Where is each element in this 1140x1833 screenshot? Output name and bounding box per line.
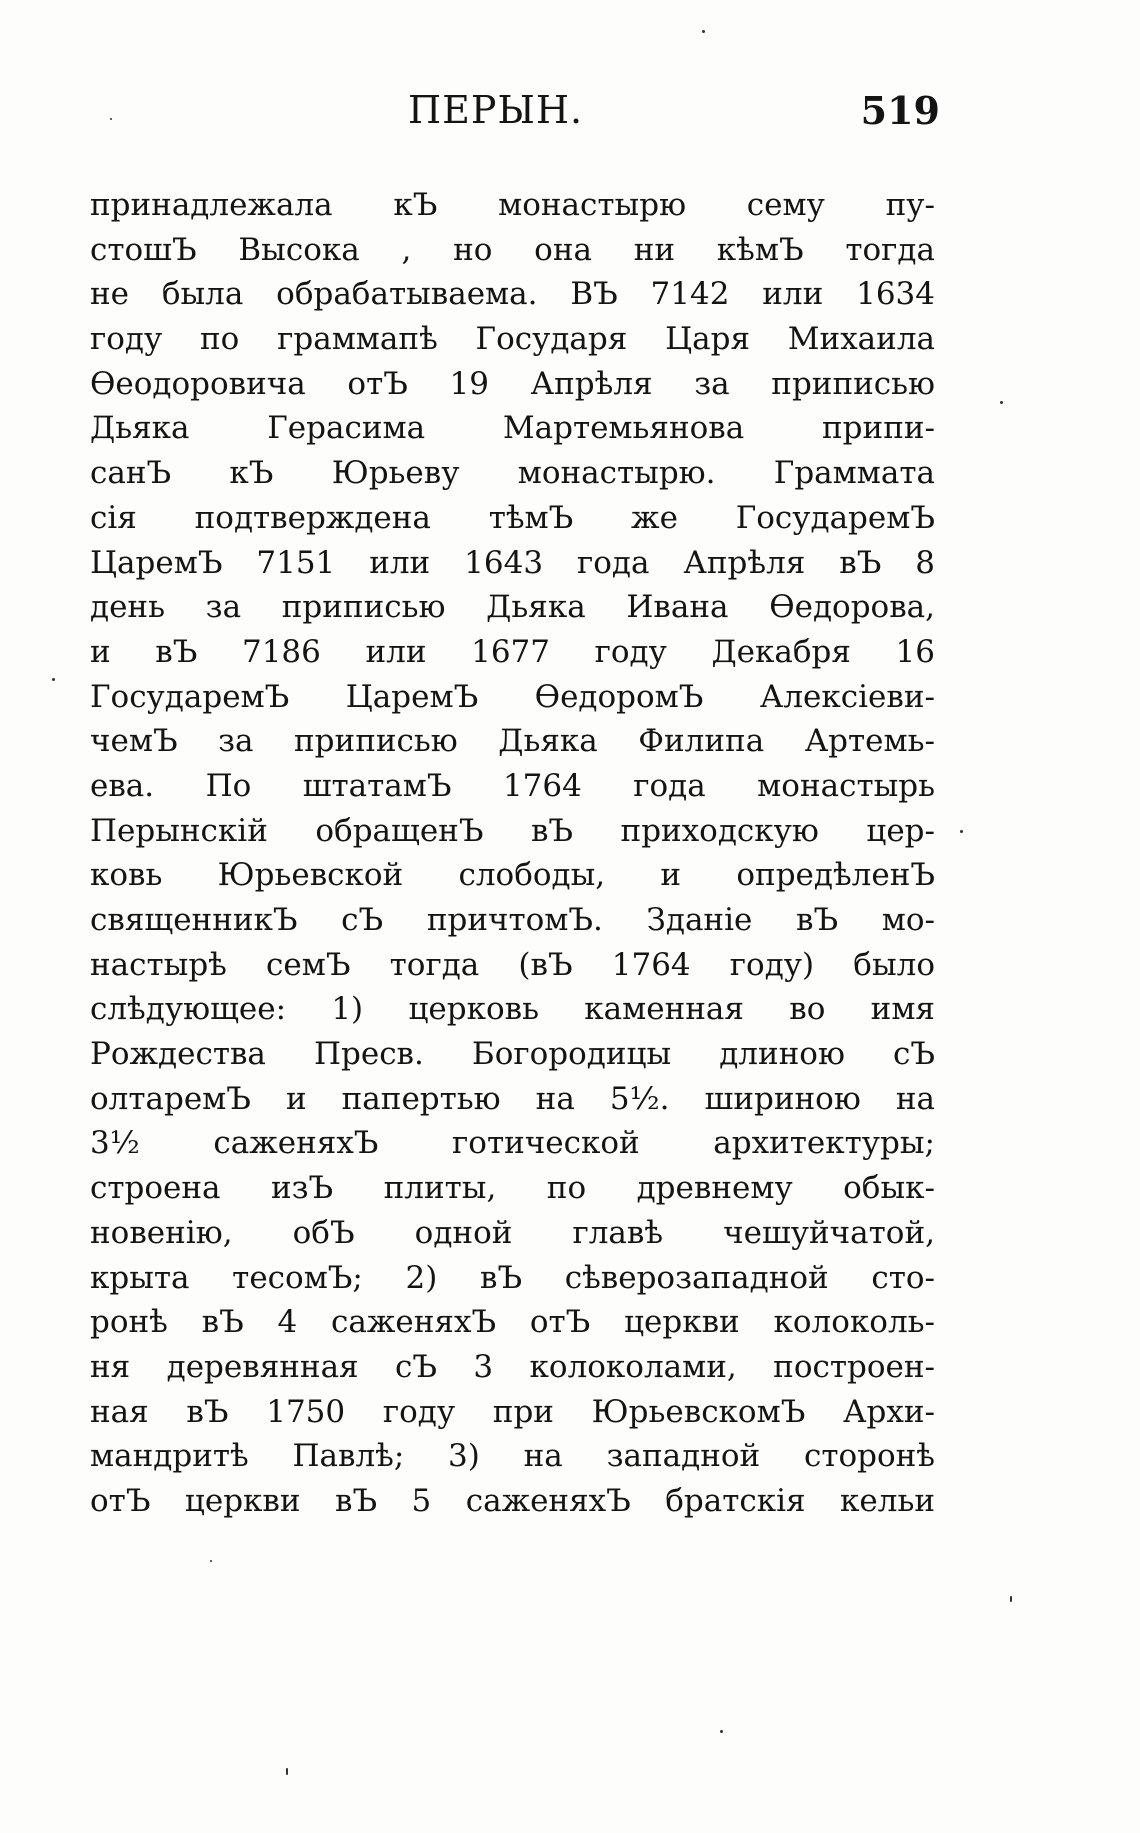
text-line: ковь Юрьевской слободы, и опредѣленЪ xyxy=(90,857,935,894)
text-line: отЪ церкви вЪ 5 саженяхЪ братскія кельи xyxy=(90,1482,935,1519)
text-line: священникЪ сЪ причтомЪ. Зданіе вЪ мо- xyxy=(90,902,935,938)
ink-speck xyxy=(702,30,705,33)
text-line: сія подтверждена тѣмЪ же ГосударемЪ xyxy=(90,499,935,536)
ink-speck xyxy=(720,1730,723,1733)
text-line: ЦаремЪ 7151 или 1643 года Апрѣля вЪ 8 xyxy=(90,544,935,581)
text-line: санЪ кЪ Юрьеву монастырю. Граммата xyxy=(90,455,935,492)
text-line: Перынскій обращенЪ вЪ приходскую цер- xyxy=(90,812,935,849)
ink-speck xyxy=(110,118,112,120)
text-line: ронѣ вЪ 4 саженяхЪ отЪ церкви колоколь- xyxy=(90,1304,935,1341)
text-line: ная вЪ 1750 году при ЮрьевскомЪ Архи- xyxy=(90,1393,935,1430)
text-line: новенію, обЪ одной главѣ чешуйчатой, xyxy=(90,1214,935,1251)
body-text xyxy=(90,183,935,1524)
ink-speck xyxy=(1000,401,1003,404)
text-line: крыта тесомЪ; 2) вЪ сѣверозападной сто- xyxy=(90,1259,935,1296)
text-line: не была обрабатываема. ВЪ 7142 или 1634 xyxy=(90,276,935,313)
text-line: 3½ саженяхЪ готической архитектуры; xyxy=(90,1125,935,1162)
ink-speck xyxy=(1010,1596,1012,1602)
ink-speck xyxy=(52,678,55,681)
text-line: олтаремЪ и папертью на 5½. шириною на xyxy=(90,1080,935,1117)
running-title: ПЕРЫН. xyxy=(408,88,584,132)
page-number: 519 xyxy=(860,88,940,133)
ink-speck xyxy=(210,1560,212,1562)
text-line: ева. По штатамЪ 1764 года монастырь xyxy=(90,767,935,804)
text-line: Ѳеодоровича отЪ 19 Апрѣля за приписью xyxy=(90,365,935,402)
text-line: и вЪ 7186 или 1677 году Декабря 16 xyxy=(90,633,935,670)
text-line: принадлежала кЪ монастырю сему пу- xyxy=(90,187,935,223)
text-line: строена изЪ плиты, по древнему обык- xyxy=(90,1170,935,1207)
text-line: настырѣ семЪ тогда (вЪ 1764 году) было xyxy=(90,946,935,983)
text-line: Рождества Пресв. Богородицы длиною сЪ xyxy=(90,1036,935,1073)
running-head xyxy=(90,88,940,148)
text-line: ня деревянная сЪ 3 колоколами, построен- xyxy=(90,1348,935,1385)
text-line: день за приписью Дьяка Ивана Ѳедорова, xyxy=(90,589,935,626)
ink-speck xyxy=(960,830,963,833)
text-line: слѣдующее: 1) церковь каменная во имя xyxy=(90,991,935,1028)
text-line: чемЪ за приписью Дьяка Филипа Артемь- xyxy=(90,723,935,760)
text-line: мандритѣ Павлѣ; 3) на западной сторонѣ xyxy=(90,1438,935,1475)
text-line: ГосударемЪ ЦаремЪ ѲедоромЪ Алексіеви- xyxy=(90,678,935,715)
text-line: стошЪ Высока , но она ни кѣмЪ тогда xyxy=(90,231,935,268)
ink-speck xyxy=(286,1768,288,1775)
text-line: году по граммапѣ Государя Царя Михаила xyxy=(90,321,935,358)
text-line: Дьяка Герасима Мартемьянова припи- xyxy=(90,410,935,447)
